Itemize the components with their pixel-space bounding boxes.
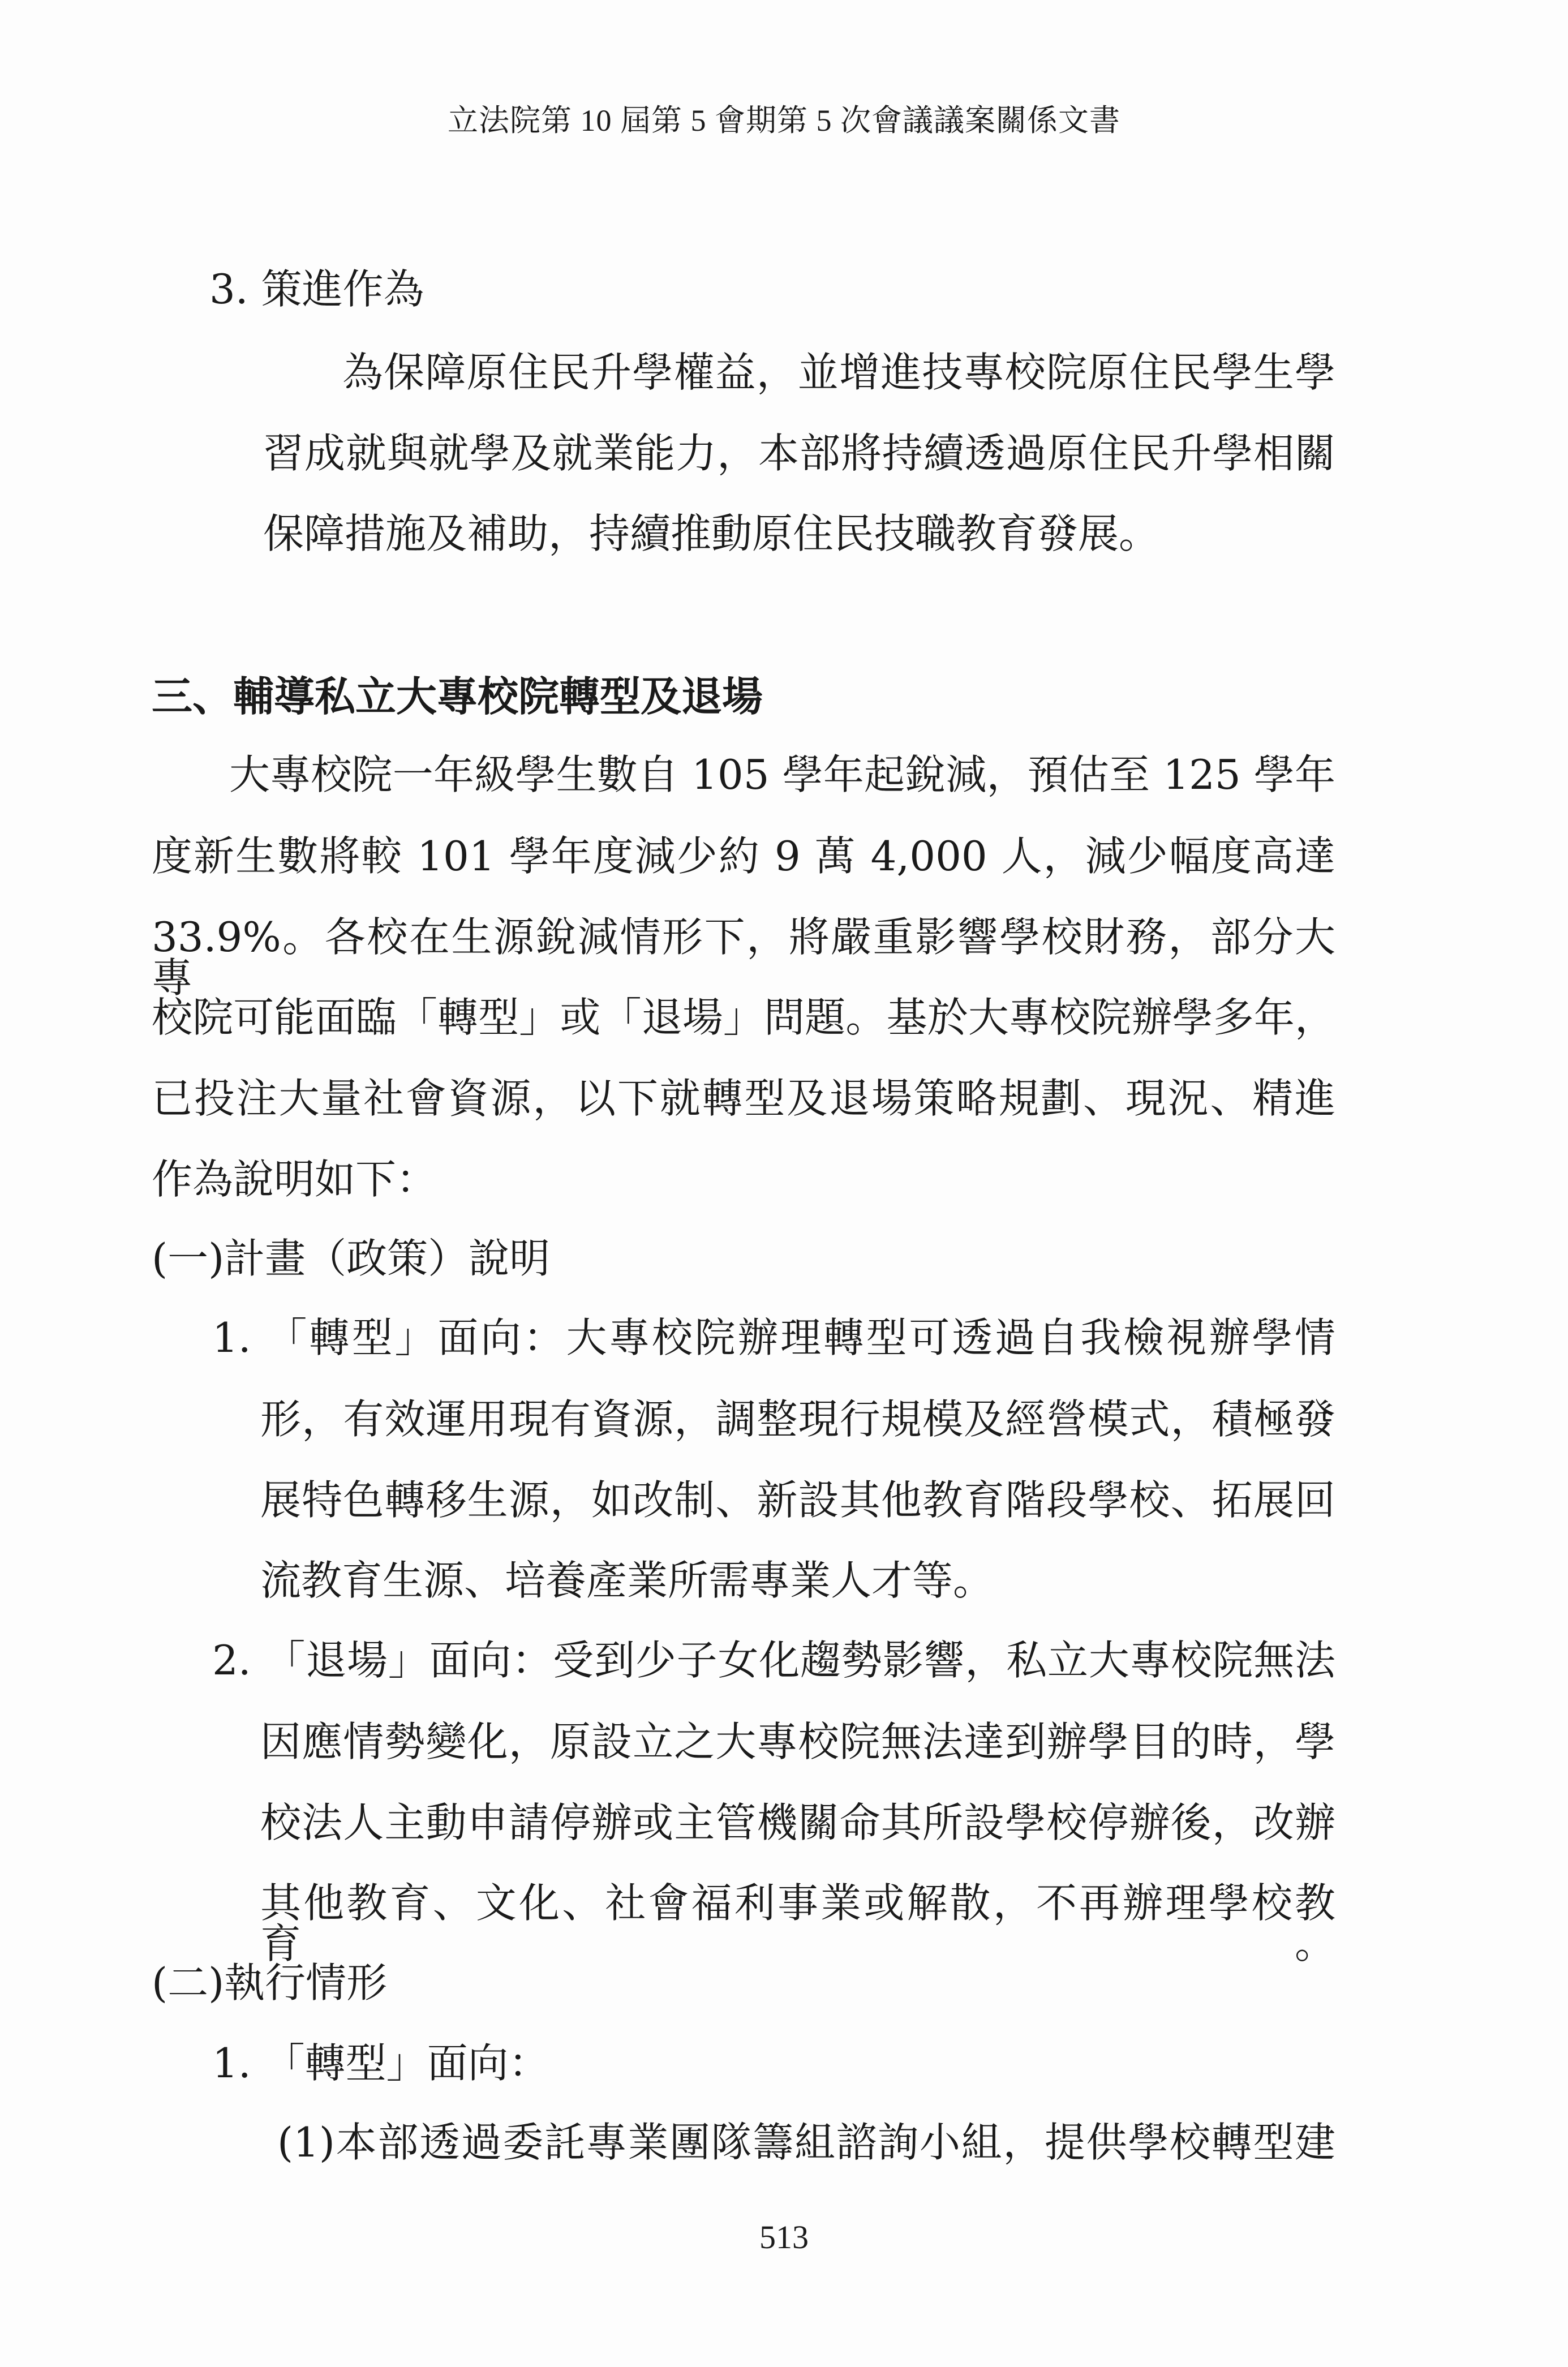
section-heading: 三、輔導私立大專校院轉型及退場 xyxy=(152,672,763,720)
list-item-line: 形，有效運用現有資源，調整現行規模及經營模式，積極發 xyxy=(260,1395,1335,1443)
paragraph-line: 33.9%。各校在生源銳減情形下，將嚴重影響學校財務，部分大專 xyxy=(152,913,1335,1002)
list-item-line: 2. 「退場」面向：受到少子女化趨勢影響，私立大專校院無法 xyxy=(212,1636,1335,1684)
list-item-line: 因應情勢變化，原設立之大專校院無法達到辦學目的時，學 xyxy=(260,1718,1335,1765)
subsection-heading: (一)計畫（政策）說明 xyxy=(152,1235,551,1282)
list-item-line: 校法人主動申請停辦或主管機關命其所設學校停辦後，改辦 xyxy=(260,1799,1335,1846)
list-item-line: 1. 「轉型」面向： xyxy=(212,2039,549,2087)
list-item-line: 其他教育、文化、社會福利事業或解散，不再辦理學校教育。 xyxy=(260,1879,1335,1968)
paragraph-line: 習成就與就學及就業能力，本部將持續透過原住民升學相關 xyxy=(263,429,1335,477)
list-item-line: 流教育生源、培養產業所需專業人才等。 xyxy=(260,1557,994,1604)
list-item-line: 展特色轉移生源，如改制、新設其他教育階段學校、拓展回 xyxy=(260,1476,1335,1524)
paragraph-line: 保障措施及補助，持續推動原住民技職教育發展。 xyxy=(263,510,1160,557)
paragraph-line: 為保障原住民升學權益，並增進技專校院原住民學生學 xyxy=(342,349,1335,396)
list-item-line: 1. 「轉型」面向：大專校院辦理轉型可透過自我檢視辦學情 xyxy=(212,1314,1335,1361)
page-number: 513 xyxy=(759,2219,809,2256)
paragraph-line: 作為說明如下： xyxy=(152,1155,437,1203)
paragraph-line: 大專校院一年級學生數自 105 學年起銳減，預估至 125 學年 xyxy=(229,751,1335,798)
subheading-strategy: 3. 策進作為 xyxy=(209,265,424,313)
list-item-line: (1)本部透過委託專業團隊籌組諮詢小組，提供學校轉型建 xyxy=(277,2119,1335,2166)
paragraph-line: 校院可能面臨「轉型」或「退場」問題。基於大專校院辦學多年， xyxy=(152,994,1335,1041)
page-header: 立法院第 10 屆第 5 會期第 5 次會議議案關係文書 xyxy=(448,104,1120,138)
paragraph-line: 度新生數將較 101 學年度減少約 9 萬 4,000 人，減少幅度高達 xyxy=(152,832,1335,880)
paragraph-line: 已投注大量社會資源，以下就轉型及退場策略規劃、現況、精進 xyxy=(152,1075,1335,1122)
subsection-heading: (二)執行情形 xyxy=(152,1959,388,2007)
